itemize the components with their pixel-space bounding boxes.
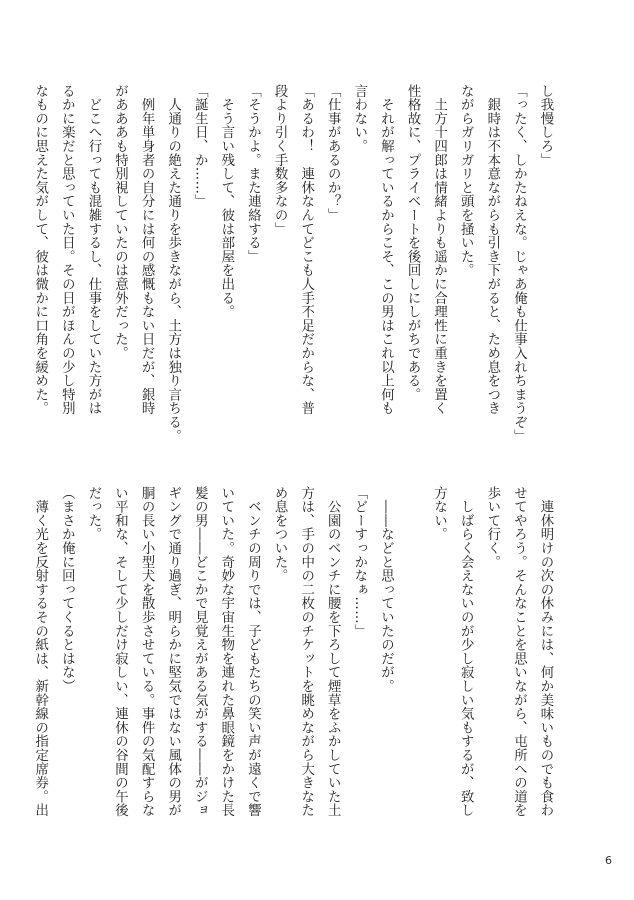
text-line: 銀時は不本意ながらも引き下がると、ため息をつき: [484, 84, 500, 416]
text-line: 「ったく、しかたねえな。じゃあ俺も仕事入れちまうぞ」: [511, 84, 527, 443]
text-line: し我慢しろ」: [538, 84, 553, 167]
text-line: ベンチの周りでは、子どもたちの笑い声が遠くで響: [245, 486, 261, 818]
text-line: があああも特別視していたのは意外だった。: [112, 84, 128, 360]
text-line: それが解っているからこそ、この男はこれ以上何も: [378, 84, 394, 416]
text-line: 方ない。: [431, 486, 447, 542]
text-line: 段より引く手数多なの」: [272, 84, 288, 236]
text-line: いていた。奇妙な宇宙生物を連れた鼻眼鏡をかけた長: [218, 486, 234, 818]
text-line: しばらく会えないのが少し寂しい気もするが、致し: [458, 486, 474, 818]
text-line: 言わない。: [351, 84, 367, 153]
text-line: ながらガリガリと頭を掻いた。: [458, 84, 474, 278]
text-line: 「どーすっかなぁ……」: [351, 486, 367, 638]
text-line: い平和な、そして少しだけ寂しい、連休の谷間の午後: [112, 486, 128, 818]
text-line: ギングで通り過ぎ、明らかに堅気ではない風体の男が: [165, 486, 181, 818]
text-line: 「あるわ！ 連休なんてどこも人手不足だからな、普: [298, 84, 314, 416]
text-line: 公園のベンチに腰を下ろして煙草をふかしていた土: [325, 486, 341, 818]
text-line: め息をついた。: [272, 486, 288, 583]
text-line: 「そうかよ。また連絡する」: [245, 84, 261, 264]
text-line: 連休明けの次の休みには、何か美味いものでも食わ: [538, 486, 553, 818]
text-line: 土方十四郎は情緒よりも遥かに合理性に重きを置く: [431, 84, 447, 416]
text-line: せてやろう。そんなことを思いながら、屯所への道を: [511, 486, 527, 818]
text-line: 「誕生日、か……」: [192, 84, 208, 209]
text-line: るかに楽だと思っていた日。その日がほんの少し特別: [59, 84, 75, 416]
text-line: 性格故に、プライベートを後回しにしがちである。: [405, 84, 421, 402]
blank-line: [398, 486, 425, 816]
text-line: （まさか俺に回ってくるとはな）: [59, 486, 75, 693]
page-number: 6: [605, 854, 612, 867]
text-line: 方は、手の中の二枚のチケットを眺めながら大きなた: [298, 486, 314, 818]
text-line: 歩いて行く。: [484, 486, 500, 569]
text-line: 例年単身者の自分には何の感慨もない日だが、銀時: [139, 84, 155, 416]
text-line: そう言い残して、彼は部屋を出る。: [218, 84, 234, 319]
text-line: 髪の男――どこかで見覚えがある気がする――がジョ: [192, 486, 208, 818]
text-line: 薄く光を反射するその紙は、新幹線の指定席券。出: [32, 486, 48, 818]
text-line: だった。: [85, 486, 101, 542]
text-line: 胴の長い小型犬を散歩させている。事件の気配すらな: [139, 486, 155, 818]
text-line: 「仕事があるのか？」: [325, 84, 341, 222]
text-line: ――などと思っていたのだが。: [378, 486, 394, 693]
lower-text-block: [32, 486, 558, 818]
text-line: 人通りの絶えた通りを歩きながら、土方は独り言ちる。: [165, 84, 181, 443]
text-line: どこへ行っても混雑するし、仕事をしていた方がは: [85, 84, 101, 416]
text-line: なものに思えた気がして、彼は微かに口角を緩めた。: [32, 84, 48, 416]
upper-text-block: [32, 84, 558, 443]
